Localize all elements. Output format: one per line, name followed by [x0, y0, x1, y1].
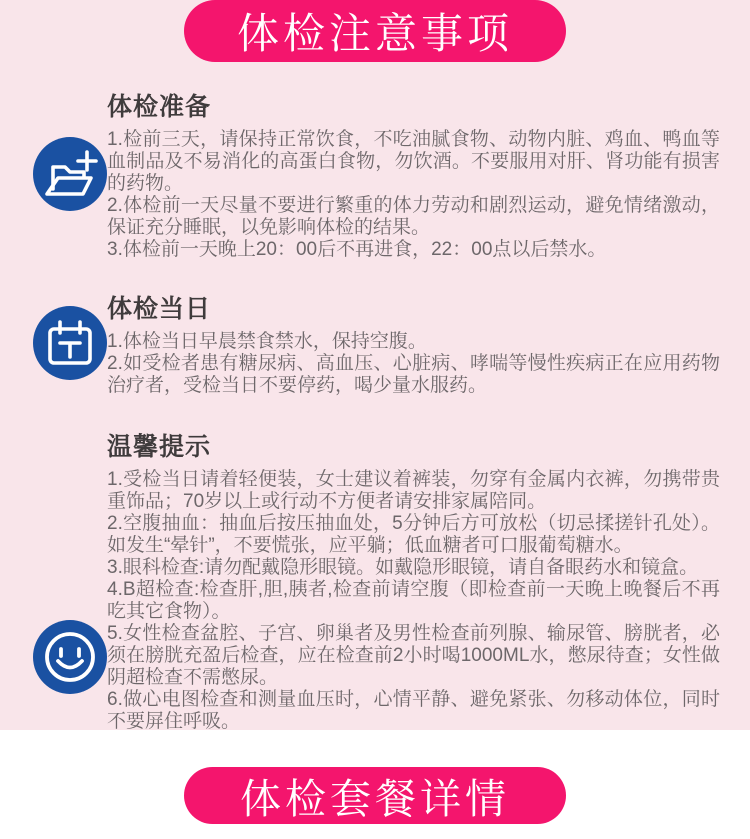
notice-item: 1.受检当日请着轻便装，女士建议着裤装，勿穿有金属内衣裤，勿携带贵重饰品；70岁以上或行动不方便者请安排家属陪同。 [107, 469, 720, 512]
notice-item: 6.做心电图检查和测量血压时，心情平静、避免紧张、勿移动体位，同时不要屏住呼吸。 [107, 689, 720, 730]
section-tips-body [107, 427, 720, 730]
notice-item: 2.体检前一天尽量不要进行繁重的体力劳动和剧烈运动，避免情绪激动，保证充分睡眠，以免影响体检的结果。 [107, 195, 720, 238]
notice-item: 3.眼科检查:请勿配戴隐形眼镜。如戴隐形眼镜，请自备眼药水和镜盒。 [107, 557, 699, 578]
section-title: 体检准备 [107, 93, 212, 121]
package-details-banner [184, 767, 566, 824]
section-tips [0, 427, 750, 730]
checkup-notes-banner [184, 0, 566, 62]
checkup-notes-title: 体检注意事项 [236, 10, 513, 57]
smiley-face-icon [33, 620, 107, 694]
section-title: 体检当日 [107, 295, 212, 323]
package-details-title: 体检套餐详情 [240, 776, 510, 822]
section-preparation [0, 87, 750, 261]
notice-item: 5.女性检查盆腔、子宫、卵巢者及男性检查前列腺、输尿管、膀胱者，必须在膀胱充盈后检查，应在检查前2小时喝1000ML水，憋尿待查；女性做阴超检查不需憋尿。 [107, 623, 720, 688]
notice-item: 1.体检当日早晨禁食禁水，保持空腹。 [107, 331, 427, 352]
section-title: 温馨提示 [107, 433, 212, 461]
notice-item: 2.空腹抽血：抽血后按压抽血处，5分钟后方可放松（切忌揉搓针孔处）。如发生“晕针”，不要慌张，应平躺；低血糖者可口服葡萄糖水。 [107, 513, 720, 556]
section-checkup-day-body [107, 289, 720, 397]
notice-item: 2.如受检者患有糖尿病、高血压、心脏病、哮喘等慢性疾病正在应用药物治疗者，受检当日不要停药，喝少量水服药。 [107, 353, 720, 396]
package-panel [0, 767, 750, 839]
section-preparation-body [107, 87, 720, 261]
notice-item: 4.B超检查:检查肝,胆,胰者,检查前请空腹（即检查前一天晚上晚餐后不再吃其它食物）。 [107, 579, 720, 622]
notice-item: 3.体检前一天晚上20：00后不再进食，22：00点以后禁水。 [107, 239, 607, 260]
folder-plus-icon [33, 137, 107, 211]
notice-item: 1.检前三天，请保持正常饮食，不吃油腻食物、动物内脏、鸡血、鸭血等血制品及不易消化的高蛋白食物，勿饮酒。不要服用对肝、肾功能有损害的药物。 [107, 129, 720, 194]
section-checkup-day [0, 289, 750, 397]
calendar-icon [33, 306, 107, 380]
